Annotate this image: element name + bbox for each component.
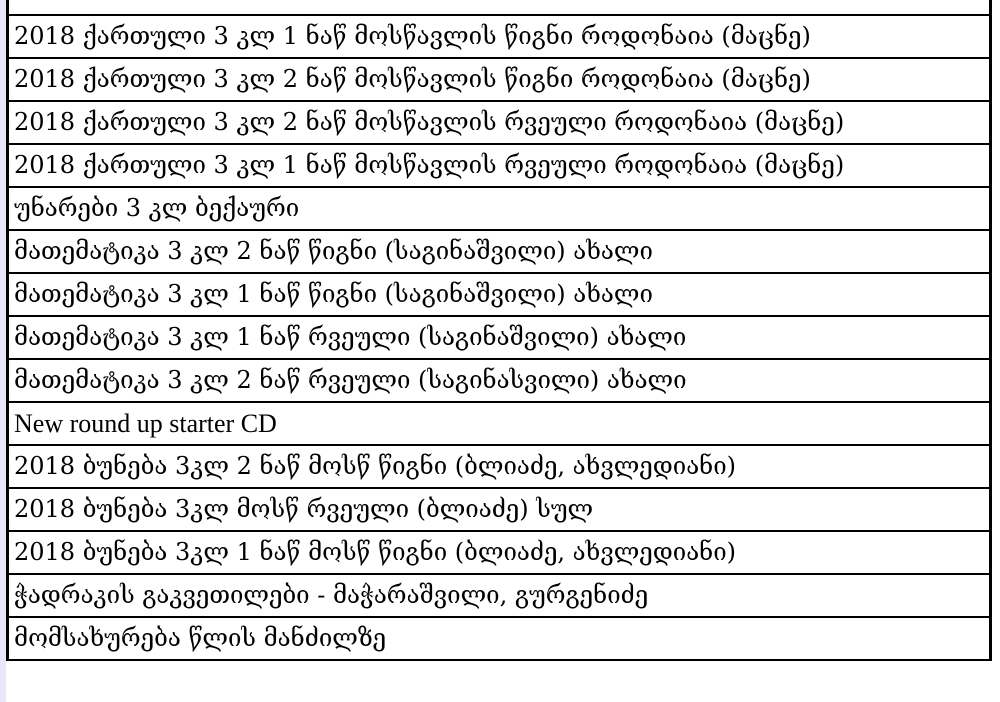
table-cell: 2018 ბუნება 3კლ 1 ნაწ მოსწ წიგნი (ბლიაძე, ახვლედიანი): [8, 531, 991, 574]
table-cell: მათემატიკა 3 კლ 2 ნაწ რვეული (საგინასვილი) ახალი: [8, 359, 991, 402]
table-cell: მათემატიკა 3 კლ 1 ნაწ რვეული (საგინაშვილი) ახალი: [8, 316, 991, 359]
table-row: [8, 488, 991, 531]
table-row: [8, 402, 991, 445]
table-row: [8, 445, 991, 488]
table-top-stub: [8, 0, 991, 15]
table-cell: 2018 ბუნება 3კლ 2 ნაწ მოსწ წიგნი (ბლიაძე, ახვლედიანი): [8, 445, 991, 488]
table-cell: 2018 ბუნება 3კლ მოსწ რვეული (ბლიაძე) სულ: [8, 488, 991, 531]
table-row: [8, 15, 991, 58]
table-row: [8, 316, 991, 359]
table-row: [8, 359, 991, 402]
table-cell: უნარები 3 კლ ბექაური: [8, 187, 991, 230]
table-row: [8, 230, 991, 273]
book-list-table: [6, 0, 992, 661]
table-row: [8, 187, 991, 230]
table-row: [8, 58, 991, 101]
table-cell: 2018 ქართული 3 კლ 2 ნაწ მოსწავლის წიგნი როდონაია (მაცნე): [8, 58, 991, 101]
table-row: [8, 101, 991, 144]
table-row: [8, 574, 991, 617]
table-cell: მომსახურება წლის მანძილზე: [8, 617, 991, 660]
table-cell: მათემატიკა 3 კლ 1 ნაწ წიგნი (საგინაშვილი) ახალი: [8, 273, 991, 316]
table-row: [8, 617, 991, 660]
table-cell: მათემატიკა 3 კლ 2 ნაწ წიგნი (საგინაშვილი) ახალი: [8, 230, 991, 273]
table-cell: ჭადრაკის გაკვეთილები - მაჭარაშვილი, გურგენიძე: [8, 574, 991, 617]
table-cell: 2018 ქართული 3 კლ 1 ნაწ მოსწავლის წიგნი როდონაია (მაცნე): [8, 15, 991, 58]
table-row: [8, 273, 991, 316]
table-cell: New round up starter CD: [8, 402, 991, 445]
table-row: [8, 531, 991, 574]
table-cell: 2018 ქართული 3 კლ 1 ნაწ მოსწავლის რვეული როდონაია (მაცნე): [8, 144, 991, 187]
table-row: [8, 144, 991, 187]
table-cell: 2018 ქართული 3 კლ 2 ნაწ მოსწავლის რვეული როდონაია (მაცნე): [8, 101, 991, 144]
